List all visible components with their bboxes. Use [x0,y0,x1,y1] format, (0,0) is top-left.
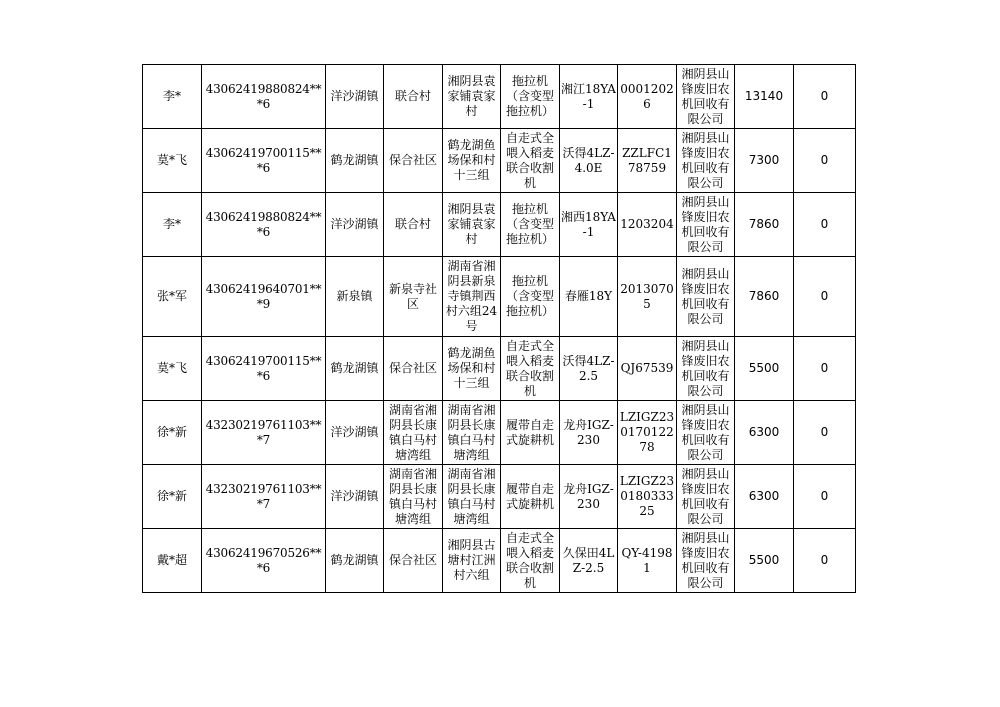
recycler-cell: 湘阴县山锋废旧农机回收有限公司 [677,65,735,129]
model-cell: 春雁18Y [560,257,618,337]
recycler-cell: 湘阴县山锋废旧农机回收有限公司 [677,257,735,337]
machine-type-cell: 拖拉机（含变型拖拉机） [501,257,560,337]
model-cell: 湘江18YA-1 [560,65,618,129]
extra-amount-cell: 0 [794,129,856,193]
amount-cell: 13140 [735,65,794,129]
model-cell: 沃得4LZ-2.5 [560,337,618,401]
amount-cell: 5500 [735,337,794,401]
serial-number-cell: 00012026 [618,65,677,129]
serial-number-cell: 1203204 [618,193,677,257]
model-cell: 沃得4LZ-4.0E [560,129,618,193]
town-cell: 鹤龙湖镇 [326,129,384,193]
address-cell: 鹤龙湖鱼场保和村十三组 [443,337,501,401]
extra-amount-cell: 0 [794,257,856,337]
recycler-cell: 湘阴县山锋废旧农机回收有限公司 [677,401,735,465]
name-cell: 戴*超 [143,529,202,593]
table-row [143,401,856,465]
table-row [143,193,856,257]
machine-type-cell: 自走式全喂入稻麦联合收割机 [501,129,560,193]
name-cell: 李* [143,193,202,257]
serial-number-cell: ZZLFC178759 [618,129,677,193]
amount-cell: 7860 [735,257,794,337]
amount-cell: 7860 [735,193,794,257]
village-cell: 保合社区 [384,129,443,193]
extra-amount-cell: 0 [794,337,856,401]
recycler-cell: 湘阴县山锋废旧农机回收有限公司 [677,337,735,401]
amount-cell: 7300 [735,129,794,193]
table-row [143,337,856,401]
address-cell: 湖南省湘阴县长康镇白马村塘湾组 [443,401,501,465]
serial-number-cell: LZIGZ23017012278 [618,401,677,465]
town-cell: 洋沙湖镇 [326,465,384,529]
village-cell: 新泉寺社区 [384,257,443,337]
town-cell: 鹤龙湖镇 [326,337,384,401]
model-cell: 龙舟IGZ-230 [560,401,618,465]
machine-type-cell: 履带自走式旋耕机 [501,401,560,465]
name-cell: 徐*新 [143,401,202,465]
amount-cell: 6300 [735,465,794,529]
machine-type-cell: 履带自走式旋耕机 [501,465,560,529]
name-cell: 徐*新 [143,465,202,529]
town-cell: 洋沙湖镇 [326,65,384,129]
address-cell: 湘阴县袁家铺袁家村 [443,65,501,129]
serial-number-cell: QJ67539 [618,337,677,401]
address-cell: 湖南省湘阴县长康镇白马村塘湾组 [443,465,501,529]
village-cell: 联合村 [384,65,443,129]
village-cell: 湖南省湘阴县长康镇白马村塘湾组 [384,465,443,529]
amount-cell: 6300 [735,401,794,465]
name-cell: 莫*飞 [143,337,202,401]
extra-amount-cell: 0 [794,529,856,593]
town-cell: 鹤龙湖镇 [326,529,384,593]
address-cell: 湖南省湘阴县新泉寺镇荆西村六组24号 [443,257,501,337]
machine-type-cell: 拖拉机（含变型拖拉机） [501,193,560,257]
machine-type-cell: 拖拉机（含变型拖拉机） [501,65,560,129]
extra-amount-cell: 0 [794,401,856,465]
subsidy-table [142,64,856,593]
recycler-cell: 湘阴县山锋废旧农机回收有限公司 [677,129,735,193]
town-cell: 洋沙湖镇 [326,193,384,257]
amount-cell: 5500 [735,529,794,593]
id-number-cell: 43062419700115***6 [202,337,326,401]
id-number-cell: 43230219761103***7 [202,401,326,465]
model-cell: 久保田4LZ-2.5 [560,529,618,593]
table-row [143,257,856,337]
id-number-cell: 43062419880824***6 [202,193,326,257]
village-cell: 湖南省湘阴县长康镇白马村塘湾组 [384,401,443,465]
model-cell: 湘西18YA-1 [560,193,618,257]
village-cell: 保合社区 [384,337,443,401]
name-cell: 李* [143,65,202,129]
table-row [143,129,856,193]
table-row [143,65,856,129]
serial-number-cell: QY-41981 [618,529,677,593]
town-cell: 新泉镇 [326,257,384,337]
extra-amount-cell: 0 [794,465,856,529]
id-number-cell: 43230219761103***7 [202,465,326,529]
address-cell: 鹤龙湖鱼场保和村十三组 [443,129,501,193]
address-cell: 湘阴县袁家铺袁家村 [443,193,501,257]
id-number-cell: 43062419640701***9 [202,257,326,337]
recycler-cell: 湘阴县山锋废旧农机回收有限公司 [677,465,735,529]
name-cell: 莫*飞 [143,129,202,193]
table-row [143,465,856,529]
model-cell: 龙舟IGZ-230 [560,465,618,529]
id-number-cell: 43062419880824***6 [202,65,326,129]
machine-type-cell: 自走式全喂入稻麦联合收割机 [501,337,560,401]
serial-number-cell: 20130705 [618,257,677,337]
id-number-cell: 43062419700115***6 [202,129,326,193]
village-cell: 联合村 [384,193,443,257]
extra-amount-cell: 0 [794,193,856,257]
recycler-cell: 湘阴县山锋废旧农机回收有限公司 [677,193,735,257]
town-cell: 洋沙湖镇 [326,401,384,465]
name-cell: 张*军 [143,257,202,337]
machine-type-cell: 自走式全喂入稻麦联合收割机 [501,529,560,593]
village-cell: 保合社区 [384,529,443,593]
serial-number-cell: LZIGZ23018033325 [618,465,677,529]
table-row [143,529,856,593]
address-cell: 湘阴县古塘村江洲村六组 [443,529,501,593]
recycler-cell: 湘阴县山锋废旧农机回收有限公司 [677,529,735,593]
id-number-cell: 43062419670526***6 [202,529,326,593]
extra-amount-cell: 0 [794,65,856,129]
